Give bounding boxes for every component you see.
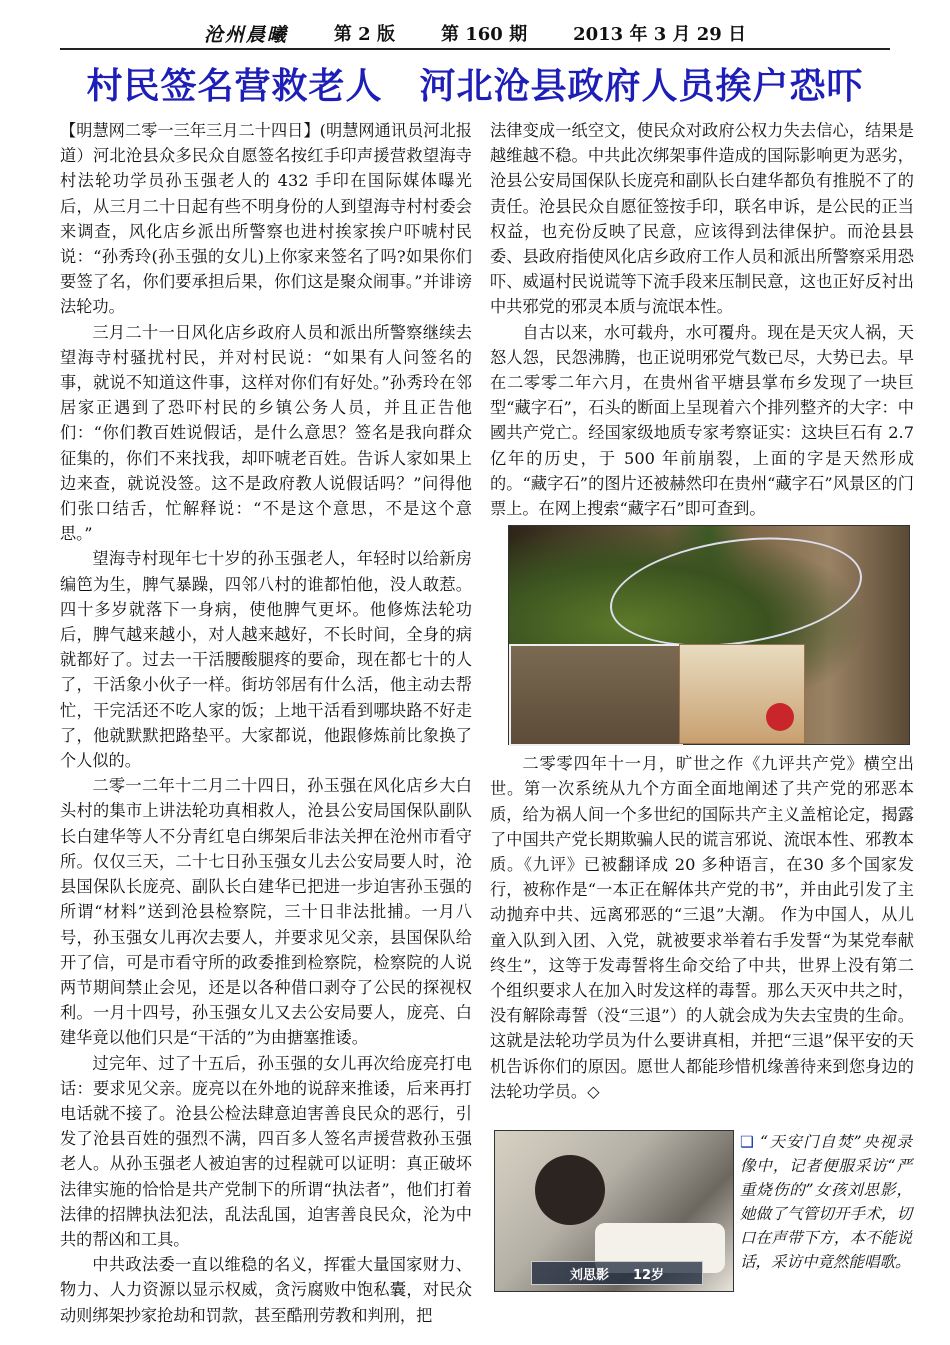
article-paragraph: 过完年、过了十五后，孙玉强的女儿再次给庞亮打电话：要求见父亲。庞亮以在外地的说辞来推诿，后来再打电话就不接了。沧县公检法肆意迫害善良民众的恶行，引发了沧县百姓的强烈不满，四百多人签名声援营救孙玉强老人。从孙玉强老人被迫害的过程就可以证明：真正破坏法律实施的恰恰是共产党制下的所谓“执法者”，他们打着法律的招牌执法犯法，乱法乱国，迫害善良民众，沦为中共的帮凶和工具。 <box>60 1053 472 1249</box>
reporter-figure <box>535 1155 605 1225</box>
headline: 村民签名营救老人 河北沧县政府人员挨户恐吓 <box>86 66 864 107</box>
article-paragraph: 法律变成一纸空文，使民众对政府公权力失去信心，结果是越维越不稳。中共此次绑架事件造成的国际影响更为恶劣，沧县公安局国保队长庞亮和副队长白建华都负有推脱不了的责任。沧县民众自愿征签按手印，联名申诉，是公民的正当权益，也充份反映了民意，应该得到法律保护。而沧县县委、县政府指使风化店乡政府工作人员和派出所警察采用恐吓、威逼村民说谎等下流手段来压制民意，这也正好反衬出中共邪党的邪灵本质与流氓本性。 <box>490 121 914 317</box>
interview-photo <box>494 1130 734 1292</box>
masthead <box>60 18 890 50</box>
issue-number: 第 160 期 <box>440 24 528 45</box>
article-paragraph: 三月二十一日风化店乡政府人员和派出所警察继续去望海寺村骚扰村民，并对村民说：“如果有人问签名的事，就说不知道这件事，这样对你们有好处。”孙秀玲在邻居家正遇到了恐吓村民的乡镇公务人员，并且正告他们：“你们教百姓说假话，是什么意思？签名是我向群众征集的，你们不来找我，却吓唬老百姓。告诉人家如果上边来查，就说没签。这不是政府教人说假话吗？”问得他们张口结舌，忙解释说：“不是这个意思，不是这个意思。” <box>60 322 472 544</box>
article-paragraph: 自古以来，水可载舟，水可覆舟。现在是天灾人祸，天怒人怨，民怨沸腾，也正说明邪党气数已尽，大势已去。早在二零零二年六月，在贵州省平塘县掌布乡发现了一块巨型“藏字石”，石头的断面上呈现着六个排列整齐的大字：中國共产党亡。经国家级地质专家考察证实：这块巨石有 2.7 亿年的历史，于 500 年前崩裂，上面的字是天然形成的。“藏字石”的图片还被赫然印在贵州“藏字石”风景区的门票上。在网上搜索“藏字石”即可查到。 <box>490 322 914 519</box>
article-paragraph: 二零一二年十二月二十四日，孙玉强在风化店乡大白头村的集市上讲法轮功真相救人，沧县公安局国保队副队长白建华等人不分青红皂白绑架后非法关押在沧州市看守所。仅仅三天，二十七日孙玉强女儿去公安局要人时，沧县国保队长庞亮、副队长白建华已把进一步迫害孙玉强的所谓“材料”送到沧县检察院，三十日非法批捕。一月八号，孙玉强女儿再次去要人，并要求见父亲，县国保队给开了信，可是市看守所的政委推到检察院，检察院的人说两节期间禁止会见，还是以各种借口剥夺了公民的探视权利。一月十四号，孙玉强女儿又去公安局要人，庞亮、白建华竟以他们只是“干活的”为由搪塞推诿。 <box>60 776 472 1048</box>
ticket-stamp <box>766 703 794 731</box>
edition: 第 2 版 <box>333 24 395 45</box>
cangzi-stone-photo <box>508 525 910 745</box>
admission-ticket-image <box>679 644 805 744</box>
caption-name: 刘思影 <box>569 1267 609 1283</box>
article-paragraph: 二零零四年十一月，旷世之作《九评共产党》横空出世。第一次系统从九个方面全面地阐述了共产党的邪恶本质，给为祸人间一个多世纪的国际共产主义盖棺论定，揭露了中国共产党长期欺骗人民的谎言邪说、流氓本性、邪教本质。《九评》已被翻译成 20 多种语言，在30 多个国家发行，被称作是“一本正在解体共产党的书”，并由此引发了主动抛弃中共、远离邪恶的“三退”大潮。 作为中国人，从儿童入队到入团、入党，就被要求举着右手发誓“为某党奉献终生”，这等于发毒誓将生命交给了中共，世界上没有第二个组织要求人在加入时发这样的毒誓。那么天灭中共之时，没有解除毒誓（没“三退”）的人就会成为失去宝贵的生命。这就是法轮功学员为什么要讲真相，并把“三退”保平安的天机告诉你们的原因。愿世人都能珍惜机缘善待来到您身边的法轮功学员。◇ <box>490 754 914 1101</box>
article-paragraph: 【明慧网二零一三年三月二十四日】(明慧网通讯员河北报道）河北沧县众多民众自愿签名按红手印声援营救望海寺村法轮功学员孙玉强老人的 432 手印在国际媒体曝光后，从三月二十日起有些不明身份的人到望海寺村村委会来调查，风化店乡派出所警察也进村挨家挨户吓唬村民说：“孙秀玲(孙玉强的女儿)上你家来签名了吗?如果你们要签了名，你们要承担后果，你们这是聚众闹事。”并诽谤法轮功。 <box>60 121 472 317</box>
left-column <box>60 118 472 1325</box>
article-paragraph: 中共政法委一直以维稳的名义，挥霍大量国家财力、物力、人力资源以显示权威，贪污腐败中饱私囊，对民众动则绑架抄家抢劫和罚款，甚至酷刑劳教和判刑，把 <box>60 1255 472 1325</box>
photo-caption <box>740 1130 912 1274</box>
paper-name: 沧州晨曦 <box>203 23 288 46</box>
highlight-oval <box>603 523 869 661</box>
issue-date: 2013 年 3 月 29 日 <box>573 24 747 45</box>
video-caption-bar <box>531 1261 703 1285</box>
stone-closeup-inset <box>509 644 683 746</box>
photo-caption-text: “天安门自焚”央视录像中，记者便服采访“严重烧伤的”女孩刘思影，她做了气管切开手术，切口在声带下方，本不能说话，采访中竟然能唱歌。 <box>740 1133 912 1271</box>
article-paragraph: 望海寺村现年七十岁的孙玉强老人，年轻时以给新房编笆为生，脾气暴躁，四邻八村的谁都怕他，没人敢惹。四十多岁就落下一身病，使他脾气更坏。他修炼法轮功后，脾气越来越小，对人越来越好，不长时间，全身的病就都好了。过去一干活腰酸腿疼的要命，现在都七十的人了，干活象小伙子一样。街坊邻居有什么活，他主动去帮忙，干完活还不吃人家的饭；上地干活看到哪块路不好走了，他就默默把路垫平。大家都说，他跟修炼前比象换了个人似的。 <box>60 549 472 771</box>
checkbox-bullet-icon: ❑ <box>740 1133 754 1151</box>
caption-age: 12岁 <box>632 1267 665 1283</box>
right-column <box>490 118 914 1248</box>
